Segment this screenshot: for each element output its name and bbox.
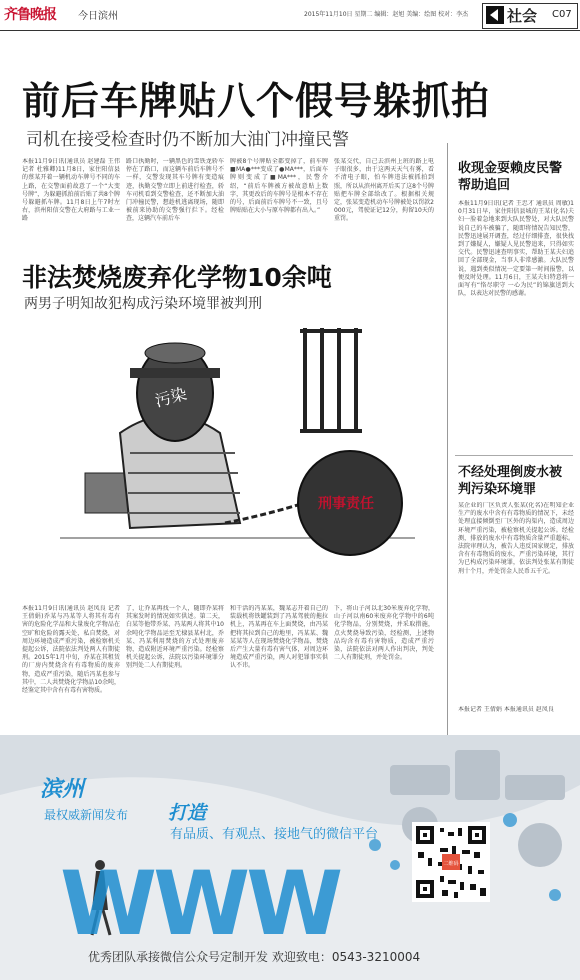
ball-label: 刑事责任 [318,496,374,512]
page-number: C07 [552,9,572,20]
second-subheadline: 两男子明知故犯构成污染环境罪被判刑 [24,296,262,312]
lead-column-3: 牌被8个号牌贴全都变掉了，前车牌■MA●***变成了●MA***，后面车牌则变成了■MA***，民警介绍，“前后车牌被方被故意贴上数字，其更改后的车牌号是根本不存在的号，后面前后车牌号不一致，且号牌贴贴在大小与原车牌都有出入。” [230,158,328,215]
second-headline: 非法焚烧废弃化学物10余吨 [22,263,332,292]
newspaper-brand: 齐鲁晚报 [4,7,56,23]
qr-code-icon[interactable] [412,822,490,902]
edition-name: 今日滨州 [78,11,118,22]
ad-www-graphic: WWW [60,852,340,955]
sidebar-story2-byline: 本报记者 王倩娟 本报通讯员 赵凤良 [458,706,554,713]
cartoon-illustration [60,323,415,563]
second-column-2: 了，让乔某再找一个人，随即乔某将其案发时的情况如实供述。第二天，白某等他带乔某、冯某两人将其中10余吨化学物品运至无棣县某村北，乔某、冯某利用焚烧的方式处理废弃物，造成附近环境严重污染。经检察机关提起公诉，法院以污染环境罪分别判处二人有期徒刑。 [126,605,224,670]
sidebar-story2-body: 某企业的厂区负责人张某(化名)在明知企业生产的废水中含有有毒物质的情况下，未经处理直接倾倒至厂区外的沟渠内，造成周边环境严重污染，被检察机关提起公诉。经检测，排放的废水中有毒物质含量严重超标。法院审理认为，被告人违反国家规定，排放含有有毒物质的废水，严重污染环境，其行为已构成污染环境罪，依法判处张某有期徒刑十个月，并处罚金人民币五千元。 [458,502,574,575]
ad-build-title: 打造 [168,802,207,824]
second-column-4: 下，将山子河以北30米废弃化学物，山子河以南60米废弃化学物中的6吨化学物品，分别焚烧，并采取措施，点火焚烧导致污染，经检测，上述物品均含有毒有害物质，造成严重污染，法院依法对两人作出判决，判处二人有期徒刑，并处罚金。 [334,605,434,662]
lead-column-2: 路口执勤时，一辆黑色的雪铁龙轿车停在了路口，而这辆车前后车牌号不一样，交警发现其车号牌有变造痕迹，执勤交警立即上前进行检查，轿车司机看到交警检查，还不断加大油门冲撞民警，想趁机逃离现场，随即被前来协助的交警强行拦下。经检查，这辆汽车前后车 [126,158,224,223]
ad-tagline-1: 最权威新闻发布 [44,808,129,822]
qr-code-label: 二维码 [443,861,459,867]
sidebar-divider [455,455,573,456]
sidebar-story2-headline: 不经处理倒废水被判污染环境罪 [458,465,563,497]
ad-contact-footer: 优秀团队承接微信公众号定制开发 欢迎致电：0543-3210004 [88,950,421,964]
section-name: 社会 [507,7,538,25]
ad-tagline-2: 有品质、有观点、接地气的微信平台 [170,827,379,842]
lead-subheadline: 司机在接受检查时仍不断加大油门冲撞民警 [26,130,349,150]
lead-column-1: 本报11月9日讯(通讯员 赵建磊 王伟 记者 杜雅卿)11月8日，家住阳信县的蔡某开着一辆机动车牌号不同的车上路，在交警面前故意了一个“大变号牌”，为躲避抓拍前后贴了共8个牌号躲避抓车牌。11月8日上午7时左右，滨州阳信交警在大府路与工业一路 [22,158,120,223]
ad-city-title: 滨州 [40,776,85,802]
second-column-1: 本报11月9日讯(通讯员 赵凤良 记者 王倩娟)乔某与冯某等人将其有毒有害的危险化学品和大量废化学物品在空旷和危险的露天处，私自焚烧，对周边环境造成严重污染，被检察机关提起公诉，法院依法判处两人有期徒刑。2015年1月中旬，乔某在其租赁的厂房内焚烧含有有毒物质的废弃物，造成严重污染，随后冯某也参与其中，二人共焚烧化学物品10余吨，经鉴定其中含有有毒有害物质。 [22,605,120,695]
issue-info: 2015年11月10日 星期二 编辑：赵旭 美编：绘图 校对：李杰 [304,11,469,18]
second-column-3: 和干活的冯某某，魏某志开着自己的装载机将铁罐装到了冯某驾驶的拖拉机上，冯某再在车上面焚烧，由冯某把将其拉到自己的地里，冯某某、魏某某等人在现场焚烧化学物品，焚烧后产生大量有毒有害气体，对周边环境造成严重污染，两人对犯罪事实供认不讳。 [230,605,328,670]
section-arrow-icon [486,6,504,24]
lead-column-4: 张某交代，自己去滨州上班的路上电子眼很多，由于这两天天气有雾，看不清电子眼，怕车牌违法被抓拍到照，所以从滨州离开后买了这8个号牌贴把车牌全部给改了。根据相关规定，张某变造机动车号牌被处以罚款2000元，驾驶证记12分，拘留10天的重罚。 [334,158,434,223]
drum-label: 污染 [152,383,189,411]
lead-headline: 前后车牌贴八个假号躲抓拍 [22,79,491,123]
sidebar-story1-body: 本报11月9日讯(记者 王忠才 通讯员 周敏)10月31日早，家住阳信县城的王某(化名)夫妇一脸着急地来到大队民警处，对大队民警说自己的车被骗了，随即将情况告知民警，民警迅速展开调查，经过仔细排查，很快找到了嫌疑人，嫌疑人见民警追来，只得如实交代。民警迅速查明事实，帮助王某夫妇追回了全部现金，当事人非常感激。大队民警说，遇到类似情况一定要第一时间报警，以便及时处理。11月6日，王某夫妇特意将一面写有“恪尽职守 一心为民”的锦旗送到大队，以表达对民警的感谢。 [458,200,574,298]
sidebar-story1-headline: 收现金耍赖皮民警帮助追回 [458,161,563,193]
